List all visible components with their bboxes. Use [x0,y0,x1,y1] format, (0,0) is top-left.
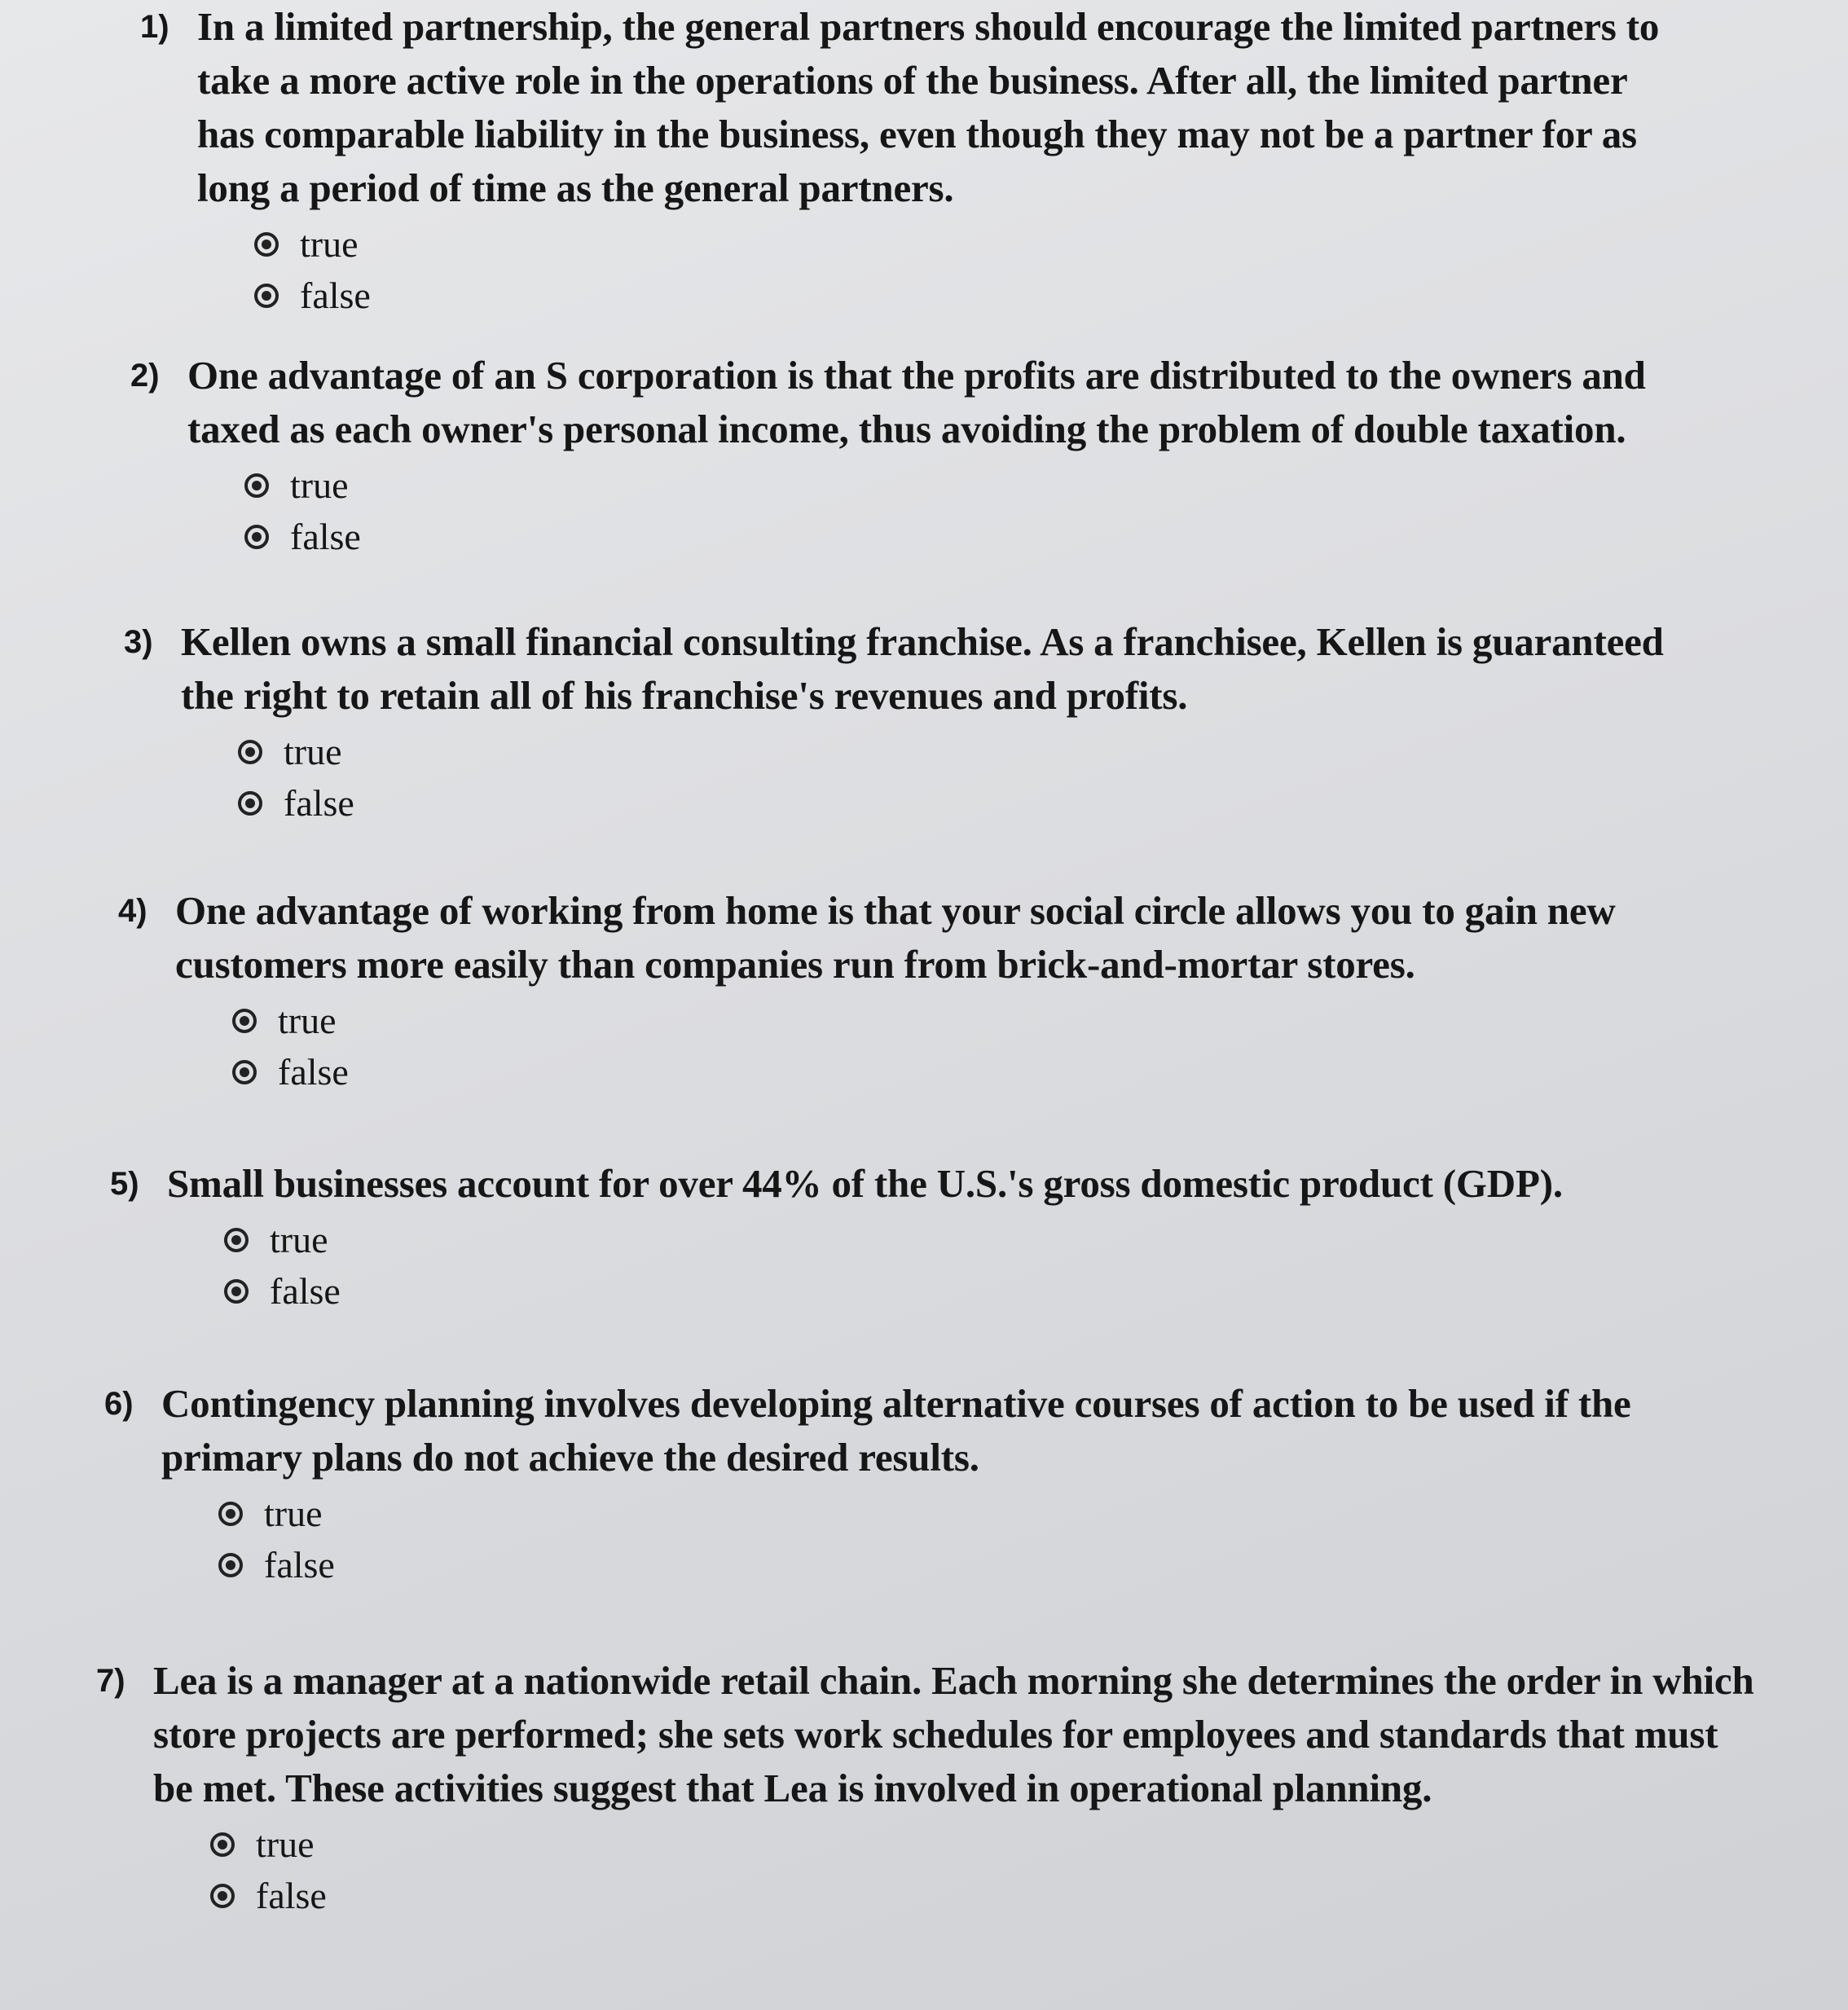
question-text: Kellen owns a small financial consulting franchise. As a franchisee, Kellen is guaranteed the right to retain all of his franchise's revenues and profits. [181,619,1664,718]
radio-icon[interactable] [218,1553,243,1577]
question-6 [104,1377,1652,1590]
option-true[interactable] [244,460,1679,511]
question-text: One advantage of an S corporation is that the profits are distributed to the owners and taxed as each owner's personal income, thus avoiding the problem of double taxation. [187,353,1646,451]
radio-icon[interactable] [244,473,269,498]
option-false[interactable] [218,1539,1652,1590]
option-true[interactable] [218,1488,1652,1539]
option-true[interactable] [254,218,1688,270]
answer-options [96,1819,1767,1921]
radio-icon[interactable] [254,284,279,308]
option-label: true [300,223,359,265]
option-false[interactable] [254,270,1688,321]
question-7 [96,1654,1767,1921]
option-false[interactable] [224,1265,1740,1317]
radio-icon[interactable] [218,1502,243,1526]
answer-options [130,460,1679,562]
answer-options [110,1214,1740,1317]
question-number: 7) [96,1663,125,1699]
radio-icon[interactable] [244,525,269,549]
option-label: true [290,464,349,506]
option-label: false [290,516,361,557]
question-text: Small businesses account for over 44% of the U.S.'s gross domestic product (GDP). [167,1161,1563,1206]
question-number: 6) [104,1386,134,1422]
radio-icon[interactable] [232,1060,257,1084]
option-label: false [270,1270,341,1312]
option-label: true [264,1493,323,1534]
option-false[interactable] [238,777,1713,829]
question-text: One advantage of working from home is that your social circle allows you to gain new customers more easily than companies run from brick-and-mortar stores. [175,888,1616,987]
option-label: true [278,1000,337,1041]
radio-icon[interactable] [238,791,262,816]
option-true[interactable] [210,1819,1767,1870]
question-1 [140,0,1688,321]
answer-options [140,218,1688,321]
question-number: 5) [110,1166,139,1202]
option-label: true [256,1823,315,1865]
option-label: false [284,782,354,824]
radio-icon[interactable] [224,1279,249,1304]
question-text: Contingency planning involves developing alternative courses of action to be used if the primary plans do not achieve the desired results. [161,1381,1631,1480]
question-5 [110,1157,1740,1317]
question-4 [118,884,1666,1097]
radio-icon[interactable] [238,740,262,764]
question-text: In a limited partnership, the general partners should encourage the limited partners to take a more active role in the operations of the business. After all, the limited partner has comparable liability in the business, even though they may not be a partner for as long a period of time as the general partners. [197,4,1660,210]
option-true[interactable] [232,995,1666,1046]
radio-icon[interactable] [232,1009,257,1033]
answer-options [104,1488,1652,1590]
option-label: true [270,1219,328,1260]
question-number: 4) [118,893,147,929]
radio-icon[interactable] [210,1884,235,1908]
question-number: 2) [130,358,160,394]
question-number: 1) [140,9,169,45]
option-false[interactable] [232,1046,1666,1097]
option-label: false [256,1875,327,1916]
option-false[interactable] [244,511,1679,562]
radio-icon[interactable] [210,1832,235,1857]
option-label: false [278,1051,349,1093]
radio-icon[interactable] [254,232,279,257]
answer-options [118,995,1666,1097]
option-label: true [284,731,342,772]
question-number: 3) [124,624,153,660]
question-2 [130,349,1679,562]
question-text: Lea is a manager at a nationwide retail chain. Each morning she determines the order in which store projects are performed; she sets work schedules for employees and standards that must be met. These activities suggest that Lea is involved in operational planning. [153,1658,1754,1810]
option-label: false [300,275,371,316]
option-false[interactable] [210,1870,1767,1921]
option-label: false [264,1544,335,1586]
radio-icon[interactable] [224,1228,249,1252]
question-3 [124,615,1713,829]
option-true[interactable] [238,726,1713,777]
option-true[interactable] [224,1214,1740,1265]
answer-options [124,726,1713,829]
